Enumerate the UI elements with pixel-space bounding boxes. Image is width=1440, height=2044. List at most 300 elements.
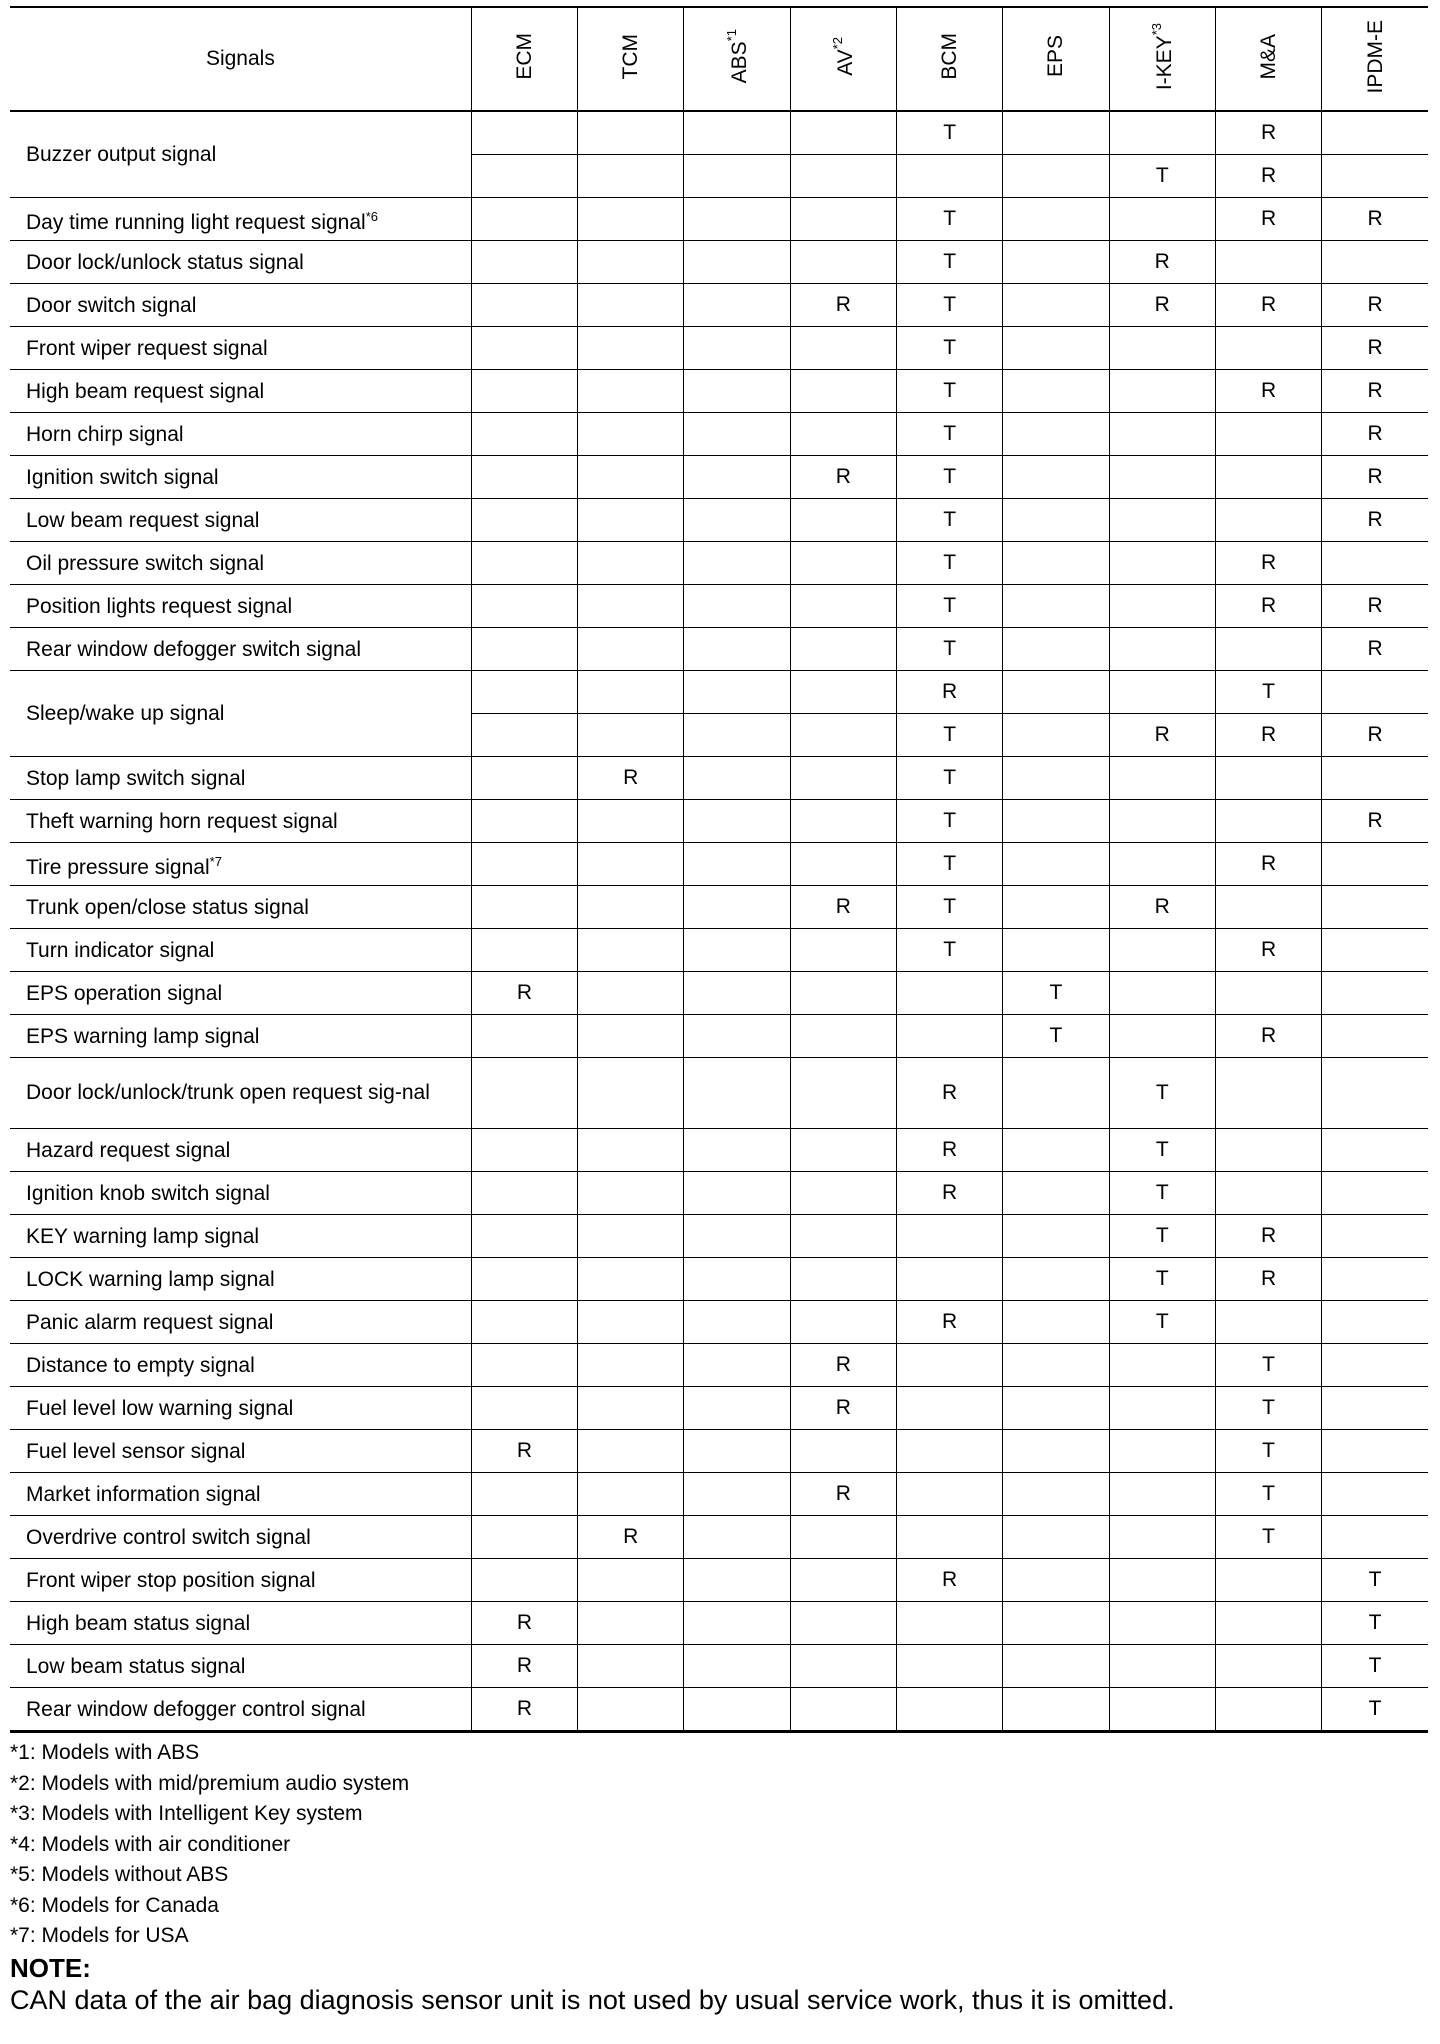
signal-cell <box>684 757 790 800</box>
table-row <box>10 1258 1428 1301</box>
signal-cell <box>1003 198 1109 241</box>
signal-cell <box>790 1172 896 1215</box>
signal-cell <box>578 1645 684 1688</box>
signal-cell <box>1003 155 1109 198</box>
table-row <box>10 327 1428 370</box>
signal-cell <box>684 714 790 757</box>
signal-cell <box>578 1602 684 1645</box>
signal-cell <box>1003 585 1109 628</box>
signal-cell <box>1003 843 1109 886</box>
signal-cell: R <box>1322 413 1428 456</box>
signal-cell <box>471 1258 577 1301</box>
table-row <box>10 1301 1428 1344</box>
signal-cell: T <box>1322 1645 1428 1688</box>
signal-cell <box>1215 757 1321 800</box>
table-row <box>10 1688 1428 1732</box>
signal-cell <box>578 972 684 1015</box>
signal-cell <box>684 800 790 843</box>
signal-cell <box>684 499 790 542</box>
signal-cell: T <box>896 585 1002 628</box>
signal-cell: T <box>896 456 1002 499</box>
signal-cell: R <box>790 1344 896 1387</box>
signal-cell: R <box>1109 241 1215 284</box>
column-header-ipdm-e: IPDM-E <box>1322 7 1428 111</box>
signal-cell: R <box>471 1602 577 1645</box>
signal-cell <box>1003 456 1109 499</box>
signal-cell <box>578 800 684 843</box>
signal-cell <box>790 714 896 757</box>
signal-cell <box>684 1301 790 1344</box>
table-row <box>10 1516 1428 1559</box>
signal-cell <box>1322 1430 1428 1473</box>
table-row <box>10 757 1428 800</box>
signal-cell <box>1109 111 1215 155</box>
signal-cell <box>578 499 684 542</box>
signal-cell: T <box>1109 1301 1215 1344</box>
table-row <box>10 1129 1428 1172</box>
signal-cell <box>684 456 790 499</box>
column-header-ecm: ECM <box>471 7 577 111</box>
signal-cell <box>1215 499 1321 542</box>
signal-cell <box>1215 972 1321 1015</box>
signal-cell: T <box>896 111 1002 155</box>
signal-name: Rear window defogger control signal <box>10 1688 471 1732</box>
signal-cell <box>896 1258 1002 1301</box>
signal-cell: R <box>1215 198 1321 241</box>
signal-cell <box>790 155 896 198</box>
table-row <box>10 111 1428 155</box>
signal-cell <box>471 757 577 800</box>
table-row <box>10 499 1428 542</box>
signal-cell <box>684 1387 790 1430</box>
signal-cell <box>790 972 896 1015</box>
table-row <box>10 1215 1428 1258</box>
signal-name: Sleep/wake up signal <box>10 671 471 757</box>
signal-cell <box>1322 1301 1428 1344</box>
footnote: *7: Models for USA <box>10 1924 189 1947</box>
signal-cell <box>1109 1602 1215 1645</box>
signal-cell: R <box>1215 542 1321 585</box>
signal-name: Buzzer output signal <box>10 111 471 198</box>
signal-cell <box>1109 1015 1215 1058</box>
signal-name: Door lock/unlock status signal <box>10 241 471 284</box>
signal-cell <box>1322 542 1428 585</box>
signal-cell <box>1322 1129 1428 1172</box>
signal-cell: T <box>896 499 1002 542</box>
signal-cell: T <box>1215 1430 1321 1473</box>
signal-name: Door lock/unlock/trunk open request sig-nal <box>10 1058 471 1129</box>
table-row <box>10 284 1428 327</box>
signal-cell <box>684 1344 790 1387</box>
signal-cell <box>578 1387 684 1430</box>
signal-cell: R <box>1109 284 1215 327</box>
signal-cell <box>684 413 790 456</box>
footnote: *6: Models for Canada <box>10 1893 219 1917</box>
signal-cell <box>790 241 896 284</box>
signal-name: Stop lamp switch signal <box>10 757 471 800</box>
signal-cell <box>471 456 577 499</box>
signal-cell <box>578 671 684 714</box>
signal-cell <box>471 1559 577 1602</box>
note-heading: NOTE: <box>10 1952 91 1983</box>
signal-cell <box>471 714 577 757</box>
signal-name: Tire pressure signal$^{*7}$ <box>10 843 471 886</box>
signal-cell <box>684 327 790 370</box>
footnote: *5: Models without ABS <box>10 1863 229 1886</box>
signal-cell: R <box>1109 886 1215 929</box>
signal-name: Theft warning horn request signal <box>10 800 471 843</box>
signal-name: Oil pressure switch signal <box>10 542 471 585</box>
table-row <box>10 1172 1428 1215</box>
signal-name: Hazard request signal <box>10 1129 471 1172</box>
signal-cell <box>1322 111 1428 155</box>
signal-cell <box>1003 800 1109 843</box>
signal-cell <box>578 198 684 241</box>
signal-cell: R <box>1322 198 1428 241</box>
signal-cell: R <box>896 1058 1002 1129</box>
column-header-abs: ABS$^{*1}$ <box>684 7 790 111</box>
signal-cell <box>1215 1129 1321 1172</box>
signal-cell <box>1003 111 1109 155</box>
signal-cell: T <box>1322 1602 1428 1645</box>
signal-cell <box>684 1602 790 1645</box>
signal-cell <box>684 241 790 284</box>
signal-cell: T <box>1109 1058 1215 1129</box>
signal-cell: R <box>896 1559 1002 1602</box>
signal-cell: T <box>896 241 1002 284</box>
signal-cell <box>896 1645 1002 1688</box>
signal-cell <box>1322 1015 1428 1058</box>
signal-cell <box>896 972 1002 1015</box>
signal-cell: R <box>1215 843 1321 886</box>
signal-cell <box>471 111 577 155</box>
signal-cell <box>471 1516 577 1559</box>
signal-cell <box>1003 1258 1109 1301</box>
signal-cell: T <box>896 757 1002 800</box>
signal-cell: R <box>896 1129 1002 1172</box>
signal-cell <box>1109 1344 1215 1387</box>
signal-cell <box>1109 671 1215 714</box>
signal-name: Low beam status signal <box>10 1645 471 1688</box>
signal-cell <box>578 1344 684 1387</box>
signal-cell <box>684 1129 790 1172</box>
signal-cell <box>1215 1602 1321 1645</box>
table-row <box>10 1058 1428 1129</box>
signal-cell <box>790 370 896 413</box>
signal-cell <box>1322 1473 1428 1516</box>
signal-cell <box>1215 1688 1321 1732</box>
signal-cell: R <box>896 1301 1002 1344</box>
signal-cell <box>578 241 684 284</box>
signal-cell <box>790 671 896 714</box>
signal-cell: R <box>1215 284 1321 327</box>
notes-section <box>10 1738 1428 2016</box>
signal-cell <box>471 929 577 972</box>
signal-cell <box>1109 585 1215 628</box>
signal-cell: R <box>1322 456 1428 499</box>
table-header-row <box>10 7 1428 111</box>
signal-cell <box>896 1473 1002 1516</box>
table-row <box>10 628 1428 671</box>
signal-cell <box>578 628 684 671</box>
signal-cell <box>1322 757 1428 800</box>
signal-cell <box>578 413 684 456</box>
signal-cell <box>471 1387 577 1430</box>
signal-cell: T <box>896 198 1002 241</box>
signal-cell: T <box>896 542 1002 585</box>
signal-cell: R <box>1322 714 1428 757</box>
signal-cell <box>684 198 790 241</box>
signal-cell: T <box>896 714 1002 757</box>
signal-cell: R <box>1322 370 1428 413</box>
signal-cell <box>1322 1058 1428 1129</box>
signal-cell <box>1109 413 1215 456</box>
signal-name: Low beam request signal <box>10 499 471 542</box>
signal-cell <box>471 241 577 284</box>
signal-cell <box>684 929 790 972</box>
signal-cell: R <box>1215 929 1321 972</box>
column-header-bcm: BCM <box>896 7 1002 111</box>
signal-cell: R <box>1322 585 1428 628</box>
signal-cell: T <box>896 284 1002 327</box>
column-header-av: AV$^{*2}$ <box>790 7 896 111</box>
signal-cell <box>1109 370 1215 413</box>
signal-cell <box>1322 1387 1428 1430</box>
signal-cell: T <box>1215 1387 1321 1430</box>
column-header-eps: EPS <box>1003 7 1109 111</box>
signal-cell: T <box>1322 1688 1428 1732</box>
signal-cell <box>790 542 896 585</box>
signal-cell <box>790 1258 896 1301</box>
signal-cell <box>1109 327 1215 370</box>
signal-cell <box>896 155 1002 198</box>
signal-cell <box>790 327 896 370</box>
signal-cell: R <box>1322 800 1428 843</box>
signal-cell: R <box>790 456 896 499</box>
signal-cell <box>578 1688 684 1732</box>
signal-cell <box>1003 1058 1109 1129</box>
signal-cell: R <box>1215 585 1321 628</box>
signal-cell <box>578 1172 684 1215</box>
signal-cell <box>790 1129 896 1172</box>
signal-cell: R <box>471 1430 577 1473</box>
signal-cell <box>790 585 896 628</box>
signal-cell: T <box>1215 1516 1321 1559</box>
signal-cell <box>684 1058 790 1129</box>
signal-cell <box>1003 757 1109 800</box>
signal-cell <box>1003 886 1109 929</box>
signal-cell: T <box>896 843 1002 886</box>
signal-cell <box>1322 886 1428 929</box>
signal-cell <box>1109 628 1215 671</box>
signal-cell: T <box>896 413 1002 456</box>
signal-cell <box>790 111 896 155</box>
signal-name: Distance to empty signal <box>10 1344 471 1387</box>
signal-cell <box>578 456 684 499</box>
signal-cell <box>1109 1645 1215 1688</box>
signal-cell: T <box>1109 1172 1215 1215</box>
signal-cell: T <box>896 886 1002 929</box>
signal-cell <box>1003 1215 1109 1258</box>
signal-cell: R <box>1215 111 1321 155</box>
signal-cell <box>578 155 684 198</box>
signal-name: KEY warning lamp signal <box>10 1215 471 1258</box>
signal-name: Front wiper request signal <box>10 327 471 370</box>
table-row <box>10 456 1428 499</box>
signal-cell <box>1003 1387 1109 1430</box>
table-row <box>10 370 1428 413</box>
signal-cell <box>684 1645 790 1688</box>
signal-cell <box>1003 671 1109 714</box>
signal-cell <box>578 1129 684 1172</box>
signal-name: Door switch signal <box>10 284 471 327</box>
signal-cell <box>1003 1516 1109 1559</box>
table-row <box>10 843 1428 886</box>
signal-cell <box>1003 413 1109 456</box>
signal-cell <box>1109 198 1215 241</box>
signal-cell <box>790 1559 896 1602</box>
signal-cell: R <box>471 1645 577 1688</box>
signal-cell <box>1322 1258 1428 1301</box>
signal-cell <box>578 929 684 972</box>
signal-name: Position lights request signal <box>10 585 471 628</box>
signal-cell <box>896 1344 1002 1387</box>
signal-cell: R <box>790 1387 896 1430</box>
table-row <box>10 929 1428 972</box>
signal-name: Panic alarm request signal <box>10 1301 471 1344</box>
signal-cell <box>1003 1301 1109 1344</box>
signal-cell <box>1215 1058 1321 1129</box>
signal-cell <box>790 929 896 972</box>
signal-cell <box>790 198 896 241</box>
signal-cell <box>1109 800 1215 843</box>
signal-name: LOCK warning lamp signal <box>10 1258 471 1301</box>
signal-cell <box>471 585 577 628</box>
note-text: CAN data of the air bag diagnosis sensor unit is not used by usual service work, thus it is omitted. <box>10 1984 1175 2015</box>
signal-cell <box>578 1301 684 1344</box>
signal-cell: T <box>1215 671 1321 714</box>
signal-cell <box>684 155 790 198</box>
signal-cell <box>578 1473 684 1516</box>
signal-cell <box>684 111 790 155</box>
footnote: *3: Models with Intelligent Key system <box>10 1802 363 1825</box>
signal-cell <box>684 284 790 327</box>
signal-cell <box>471 1301 577 1344</box>
signal-name: Day time running light request signal$^{*6}$ <box>10 198 471 241</box>
column-header-tcm: TCM <box>578 7 684 111</box>
signal-cell <box>790 499 896 542</box>
signal-cell <box>684 972 790 1015</box>
signal-cell <box>790 843 896 886</box>
signal-name: Rear window defogger switch signal <box>10 628 471 671</box>
signal-cell <box>790 413 896 456</box>
signal-cell <box>471 671 577 714</box>
signal-cell <box>1003 1172 1109 1215</box>
signal-cell: R <box>1215 1258 1321 1301</box>
signal-cell <box>1215 456 1321 499</box>
signal-cell: T <box>1109 1258 1215 1301</box>
signal-cell <box>790 757 896 800</box>
signal-cell <box>1109 1559 1215 1602</box>
table-row <box>10 886 1428 929</box>
signal-cell: R <box>790 284 896 327</box>
signal-cell <box>1109 1688 1215 1732</box>
signal-cell <box>684 671 790 714</box>
signal-name: Fuel level low warning signal <box>10 1387 471 1430</box>
signal-name: Horn chirp signal <box>10 413 471 456</box>
signal-cell: R <box>471 1688 577 1732</box>
signal-cell <box>578 1058 684 1129</box>
signal-name: High beam status signal <box>10 1602 471 1645</box>
footnote: *4: Models with air conditioner <box>10 1832 291 1856</box>
signal-cell <box>471 1129 577 1172</box>
signal-cell: R <box>578 757 684 800</box>
signal-cell <box>1003 542 1109 585</box>
signal-cell <box>578 1430 684 1473</box>
signal-cell: R <box>1322 499 1428 542</box>
signal-cell <box>1215 327 1321 370</box>
signal-cell <box>1003 370 1109 413</box>
signal-name: Overdrive control switch signal <box>10 1516 471 1559</box>
signal-cell: R <box>896 671 1002 714</box>
signal-cell <box>471 1473 577 1516</box>
signal-cell: T <box>1322 1559 1428 1602</box>
signal-cell <box>1322 972 1428 1015</box>
signal-name: Ignition knob switch signal <box>10 1172 471 1215</box>
signal-cell <box>471 413 577 456</box>
signal-cell <box>790 1301 896 1344</box>
signal-cell <box>790 800 896 843</box>
signal-cell: R <box>1322 327 1428 370</box>
signal-cell <box>1322 1344 1428 1387</box>
signal-cell: R <box>1215 1015 1321 1058</box>
signal-cell <box>1322 929 1428 972</box>
table-body <box>10 111 1428 1732</box>
signal-cell <box>790 1688 896 1732</box>
signal-cell <box>1215 1559 1321 1602</box>
column-header-m-a: M&A <box>1215 7 1321 111</box>
signal-cell <box>896 1430 1002 1473</box>
signal-cell <box>1109 1473 1215 1516</box>
signal-cell <box>471 327 577 370</box>
signal-cell <box>684 585 790 628</box>
signal-name: Turn indicator signal <box>10 929 471 972</box>
signal-cell: R <box>1109 714 1215 757</box>
signal-cell <box>684 1172 790 1215</box>
signal-name: Trunk open/close status signal <box>10 886 471 929</box>
signal-cell <box>1109 972 1215 1015</box>
signal-cell <box>1215 241 1321 284</box>
signal-cell <box>1109 456 1215 499</box>
signal-cell <box>471 198 577 241</box>
signal-cell <box>790 1516 896 1559</box>
table-row <box>10 1645 1428 1688</box>
signal-cell: T <box>1215 1344 1321 1387</box>
signal-cell <box>578 1258 684 1301</box>
signal-cell <box>471 542 577 585</box>
signal-cell <box>578 1015 684 1058</box>
signal-cell: T <box>896 929 1002 972</box>
signal-name: Front wiper stop position signal <box>10 1559 471 1602</box>
table-row <box>10 800 1428 843</box>
signal-cell <box>1003 1602 1109 1645</box>
signal-cell <box>578 1215 684 1258</box>
signal-cell <box>1003 284 1109 327</box>
signal-cell <box>790 1645 896 1688</box>
signal-cell <box>1003 1430 1109 1473</box>
signal-cell <box>1003 1344 1109 1387</box>
table-row <box>10 1559 1428 1602</box>
